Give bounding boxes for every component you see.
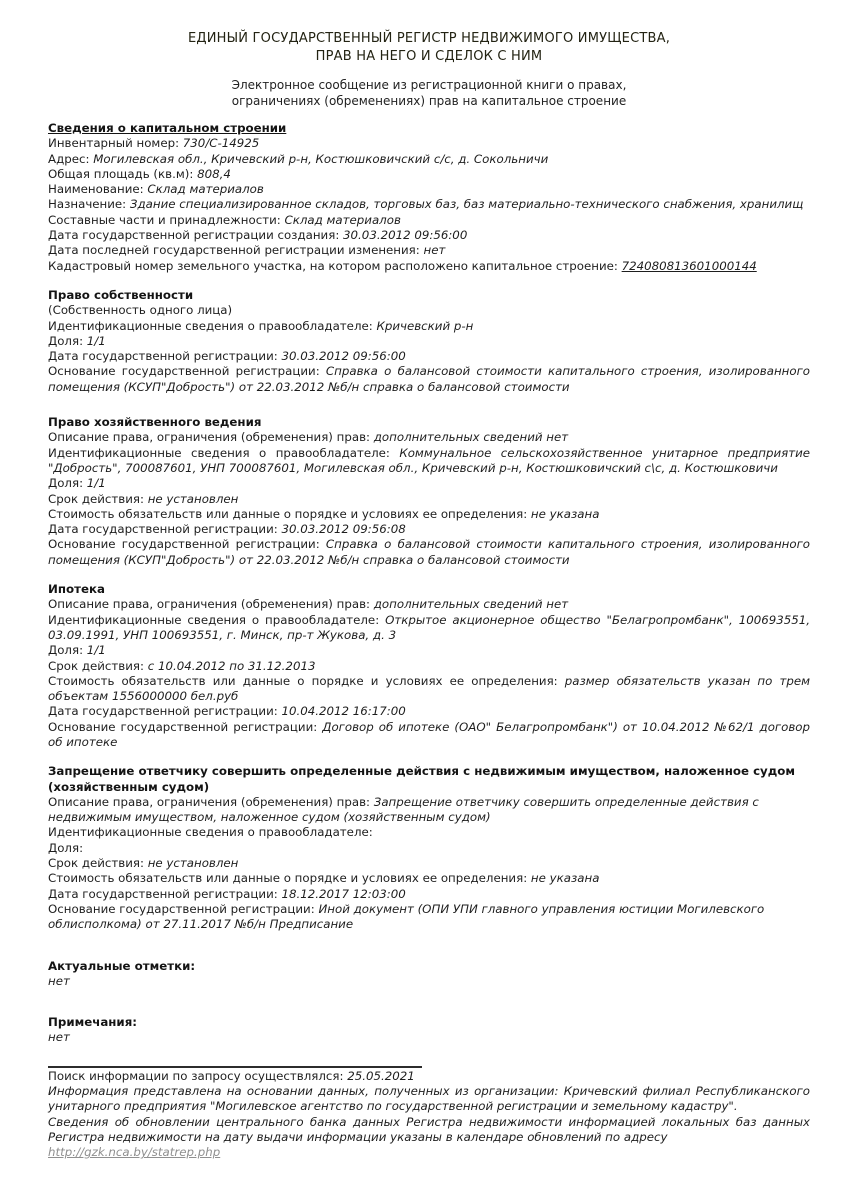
document-title (48, 30, 810, 65)
cadastral-number-value: 724080813601000144 (621, 258, 757, 273)
field-reg-basis (48, 364, 810, 395)
section-notes (48, 1015, 810, 1046)
field-label: Общая площадь (кв.м): (48, 166, 194, 181)
field-value: Коммунальное сельскохозяйственное унитарное предприятие "Добрость", 700087601, УНП 700087601, Могилевская обл., Кричевский р-н, Костюшковичский с\с, д. Костюшковичи (48, 445, 811, 475)
section-building-heading: Сведения о капитальном строении (48, 121, 287, 135)
field-obligation-value (48, 674, 810, 705)
field-value: Здание специализированное складов, торговых баз, баз материально-технического снабжения, хранилищ (129, 197, 804, 212)
field-value: Запрещение ответчику совершить определенные действия с недвижимым имуществом, наложенное судом (хозяйственным судом) (48, 794, 759, 825)
field-label: Дата последней государственной регистрации изменения: (48, 243, 420, 258)
field-inventory-number (48, 136, 810, 151)
field-reg-date-created (48, 228, 810, 243)
field-obligation-value (48, 507, 810, 522)
field-label: Составные части и принадлежности: (48, 212, 281, 227)
field-obligation-value (48, 871, 810, 886)
field-value: Справка о балансовой стоимости капитального строения, изолированного помещения (КСУП"Добрость") от 22.03.2012 №б/н справка о балансовой стоимости (48, 537, 811, 567)
marks-value: нет (48, 973, 70, 988)
field-total-area (48, 167, 810, 182)
section-building-info (48, 121, 810, 274)
field-reg-basis (48, 537, 810, 568)
field-value: нет (423, 243, 446, 258)
field-value: Склад материалов (284, 212, 401, 227)
section-ownership-heading: Право собственности (48, 287, 194, 302)
field-validity-period (48, 492, 810, 507)
field-value: Иной документ (ОПИ УПИ главного управления юстиции Могилевского облисполкома) от 27.11.2017 №б/н Предписание (48, 901, 765, 932)
field-share (48, 476, 810, 491)
field-label: Срок действия: (48, 491, 144, 506)
field-description (48, 430, 810, 445)
field-address (48, 152, 810, 167)
field-label: Срок действия: (48, 856, 144, 871)
field-rightholder (48, 446, 810, 477)
field-value: не установлен (147, 491, 239, 506)
section-marks-heading: Актуальные отметки: (48, 958, 196, 973)
field-label: Адрес: (48, 151, 90, 166)
field-reg-date (48, 887, 810, 902)
field-validity-period (48, 659, 810, 674)
field-purpose (48, 197, 810, 212)
field-label: Стоимость обязательств или данные о порядке и условиях ее определения: (48, 871, 528, 886)
section-notes-heading: Примечания: (48, 1015, 137, 1030)
field-label: Дата государственной регистрации: (48, 704, 278, 719)
section-mortgage (48, 582, 810, 750)
field-components (48, 213, 810, 228)
field-label: Дата государственной регистрации: (48, 886, 278, 901)
document-title-line1: ЕДИНЫЙ ГОСУДАРСТВЕННЫЙ РЕГИСТР НЕДВИЖИМОГО ИМУЩЕСТВА, (187, 31, 671, 46)
field-label: Кадастровый номер земельного участка, на котором расположено капитальное строение: (48, 258, 618, 273)
field-label: Назначение: (48, 197, 127, 212)
field-label: Описание права, ограничения (обременения) прав: (48, 430, 371, 445)
field-label: Стоимость обязательств или данные о порядке и условиях ее определения: (48, 673, 558, 688)
field-value: 808,4 (197, 166, 231, 181)
field-label: Основание государственной регистрации: (48, 719, 318, 734)
field-label: Идентификационные сведения о правообладателе: (48, 318, 373, 333)
field-label: Поиск информации по запросу осуществлялся: (48, 1068, 344, 1083)
footer-update-info: Сведения об обновлении центрального банка данных Регистра недвижимости информацией локальных баз данных Регистра недвижимости на дату выдачи информации указаны в календаре обновлений по адресу (48, 1114, 810, 1144)
section-current-marks (48, 959, 810, 990)
field-label: Основание государственной регистрации: (48, 364, 320, 379)
section-economic-management-right (48, 415, 810, 568)
field-value: Справка о балансовой стоимости капитального строения, изолированного помещения (КСУП"Добрость") от 22.03.2012 №б/н справка о балансовой стоимости (48, 364, 811, 394)
field-description (48, 795, 810, 826)
field-name (48, 182, 810, 197)
field-label: Идентификационные сведения о правообладателе: (48, 825, 373, 840)
field-value: не указана (530, 871, 600, 886)
field-value: Кричевский р-н (376, 318, 474, 333)
section-prohibition-heading: Запрещение ответчику совершить определенные действия с недвижимым имуществом, наложенное судом (хозяйственным судом) (48, 764, 796, 794)
document-title-line2: ПРАВ НА НЕГО И СДЕЛОК С НИМ (315, 48, 543, 64)
field-value: дополнительных сведений нет (373, 430, 569, 445)
footer-url-line (48, 1145, 810, 1160)
footer-search-date (48, 1069, 810, 1084)
field-label: Идентификационные сведения о правообладателе: (48, 612, 380, 627)
field-value: с 10.04.2012 по 31.12.2013 (147, 658, 316, 673)
field-value: не установлен (147, 856, 239, 871)
section-court-prohibition (48, 764, 810, 932)
field-reg-date (48, 704, 810, 719)
field-share (48, 643, 810, 658)
field-rightholder (48, 613, 810, 644)
field-value: 25.05.2021 (347, 1068, 415, 1083)
field-label: Доля: (48, 643, 84, 658)
field-label: Доля: (48, 476, 84, 491)
field-label: Дата государственной регистрации создания: (48, 228, 340, 243)
field-rightholder (48, 319, 810, 334)
field-share (48, 334, 810, 349)
field-cadastral-number (48, 259, 810, 274)
field-value: 18.12.2017 12:03:00 (281, 886, 406, 901)
field-value: дополнительных сведений нет (373, 597, 569, 612)
field-label: Инвентарный номер: (48, 136, 180, 151)
document-subtitle-line1: Электронное сообщение из регистрационной книги о правах, (231, 78, 627, 92)
field-label: Описание права, ограничения (обременения) прав: (48, 597, 371, 612)
field-label: Наименование: (48, 182, 144, 197)
field-label: Доля: (48, 333, 84, 348)
field-validity-period (48, 856, 810, 871)
field-value: 30.03.2012 09:56:00 (343, 228, 468, 243)
document-subtitle (48, 77, 810, 109)
field-value: Склад материалов (147, 182, 264, 197)
field-value: 10.04.2012 16:17:00 (281, 704, 406, 719)
field-label: Описание права, ограничения (обременения) прав: (48, 794, 371, 809)
field-value: 1/1 (86, 643, 106, 658)
notes-value: нет (48, 1030, 70, 1045)
field-label: Дата государственной регистрации: (48, 522, 278, 537)
field-reg-basis (48, 902, 810, 933)
field-value: Договор об ипотеке (ОАО" Белагропромбанк") от 10.04.2012 №62/1 договор об ипотеке (48, 719, 810, 749)
section-management-heading: Право хозяйственного ведения (48, 415, 262, 430)
field-value: размер обязательств указан по трем объектам 1556000000 бел.руб (48, 673, 810, 704)
field-label: Дата государственной регистрации: (48, 349, 278, 364)
field-reg-date (48, 522, 810, 537)
field-value: 730/С-14925 (182, 136, 260, 151)
field-label: Основание государственной регистрации: (48, 901, 315, 916)
field-value: Могилевская обл., Кричевский р-н, Костюшковичский с/с, д. Сокольничи (93, 151, 549, 166)
field-reg-date-changed (48, 243, 810, 258)
field-value: не указана (530, 506, 600, 521)
field-share (48, 841, 810, 856)
field-value: 1/1 (86, 476, 106, 491)
field-value: 30.03.2012 09:56:08 (281, 522, 406, 537)
footer-source-organization: Информация представлена на основании данных, полученных из организации: Кричевский филиал Республиканского унитарного предприятия "Могилевское агентство по государственной регистрации и земельному кадастру". (48, 1084, 810, 1114)
field-label: Стоимость обязательств или данные о порядке и условиях ее определения: (48, 506, 528, 521)
field-label: Доля: (48, 840, 84, 855)
field-description (48, 597, 810, 612)
field-reg-basis (48, 720, 810, 751)
field-label: Основание государственной регистрации: (48, 537, 320, 552)
footer-separator-line (48, 1066, 422, 1068)
document-subtitle-line2: ограничениях (обременениях) прав на капитальное строение (231, 94, 627, 108)
field-rightholder (48, 825, 810, 840)
section-mortgage-heading: Ипотека (48, 582, 105, 597)
field-reg-date (48, 349, 810, 364)
field-label: Срок действия: (48, 658, 144, 673)
statrep-url-link[interactable]: http://gzk.nca.by/statrep.php (48, 1145, 221, 1160)
field-label: Идентификационные сведения о правообладателе: (48, 445, 390, 460)
field-value: 30.03.2012 09:56:00 (281, 349, 406, 364)
field-value: Открытое акционерное общество "Белагропромбанк", 100693551, 03.09.1991, УНП 100693551, г. Минск, пр-т Жукова, д. 3 (48, 612, 811, 642)
field-value: 1/1 (86, 333, 106, 348)
document-footer (48, 1066, 810, 1161)
ownership-type-note: (Собственность одного лица) (48, 303, 233, 318)
section-ownership-right (48, 288, 810, 395)
